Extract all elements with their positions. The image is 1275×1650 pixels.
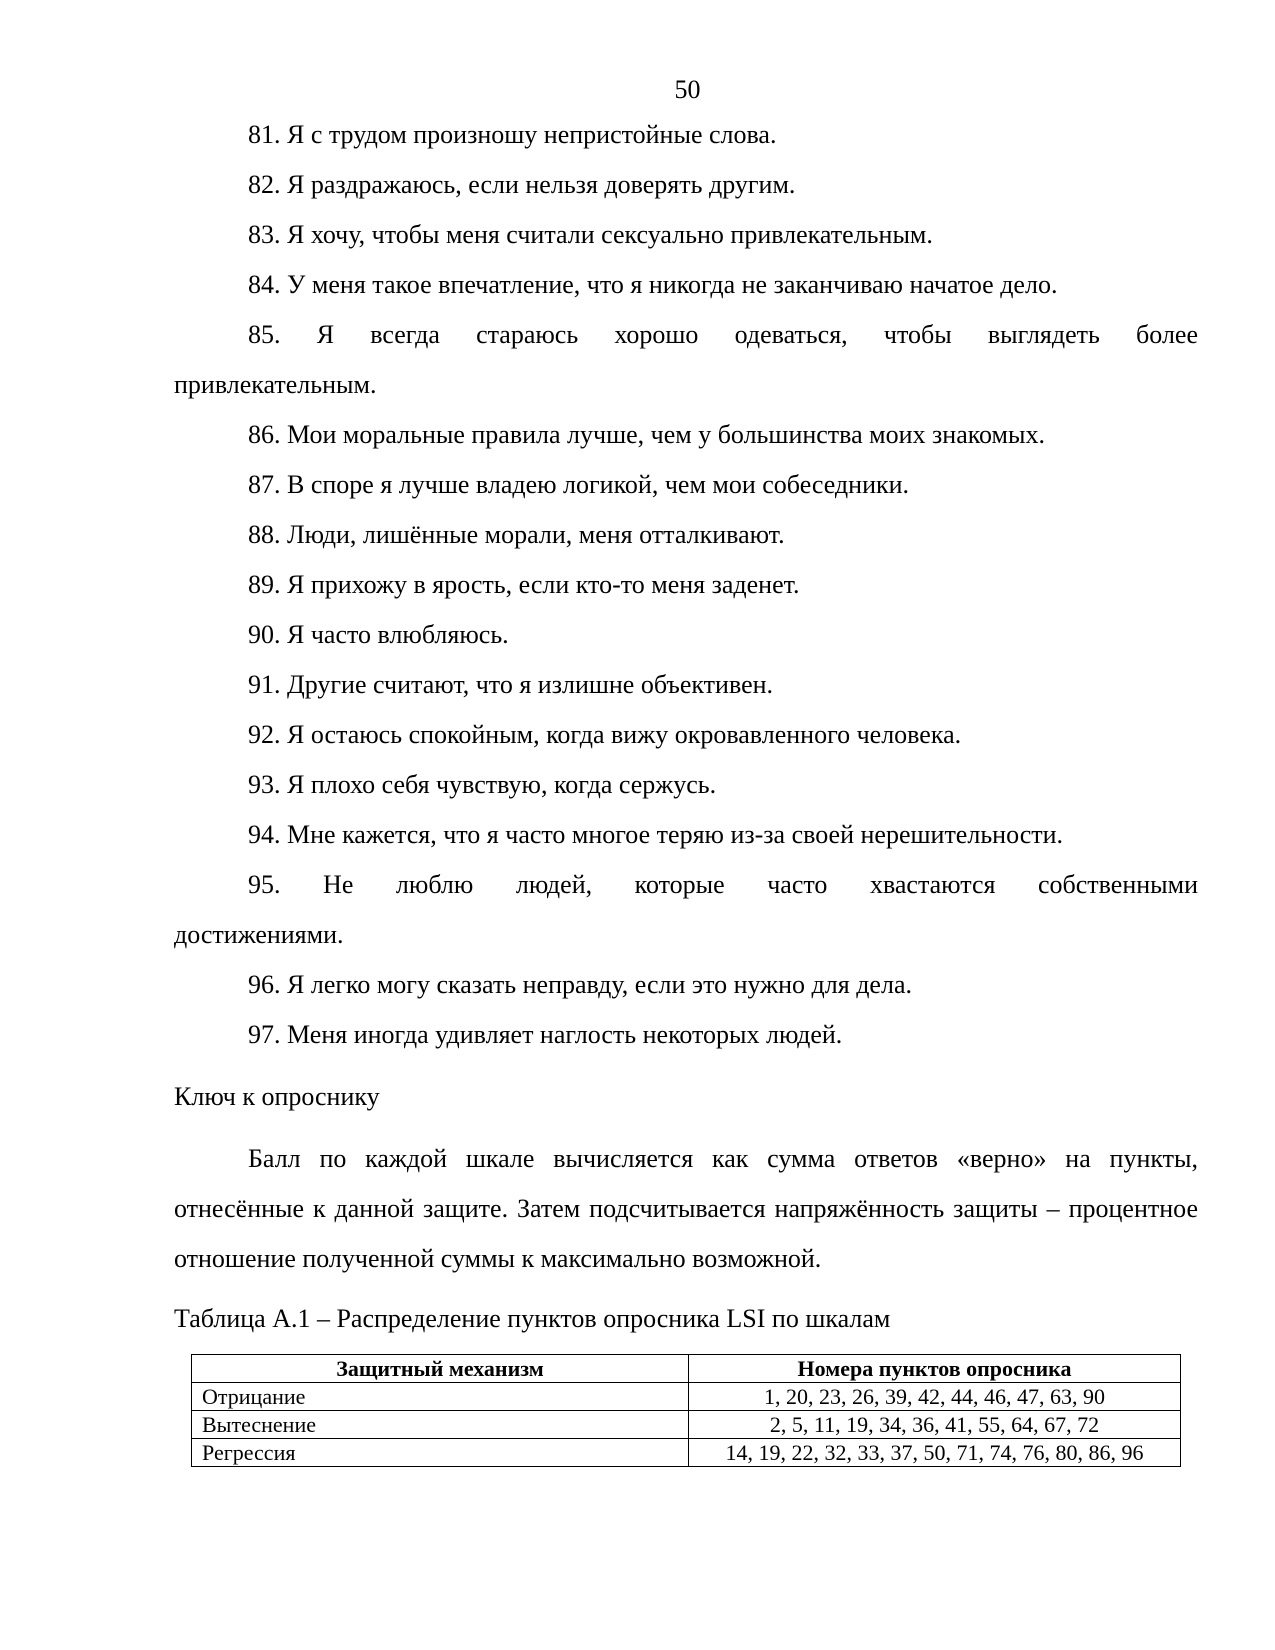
page-number: 50 <box>674 75 701 104</box>
list-item: 86. Мои моральные правила лучше, чем у большинства моих знакомых. <box>248 420 1045 449</box>
list-item: 85. Я всегда стараюсь хорошо одеваться, чтобы выглядеть более <box>248 320 1198 349</box>
page-content <box>174 110 1198 1467</box>
list-item: 95. Не люблю людей, которые часто хвастаются собственными <box>248 870 1198 899</box>
list-item: 88. Люди, лишённые морали, меня отталкивают. <box>248 520 785 549</box>
table-header-cell: Номера пунктов опросника <box>689 1355 1181 1383</box>
key-paragraph: Балл по каждой шкале вычисляется как сумма ответов «верно» на пункты, отнесённые к данной защите. Затем подсчитывается напряжённость защиты – процентное отношение полученной суммы к максимально возможной. <box>174 1144 1198 1273</box>
list-item: 94. Мне кажется, что я часто многое теряю из-за своей нерешительности. <box>248 820 1064 849</box>
list-item: 83. Я хочу, чтобы меня считали сексуально привлекательным. <box>248 220 933 249</box>
list-item: 82. Я раздражаюсь, если нельзя доверять другим. <box>248 170 796 199</box>
table-cell-mechanism: Регрессия <box>192 1439 689 1467</box>
table-row <box>192 1439 1181 1467</box>
section-heading: Ключ к опроснику <box>174 1082 380 1111</box>
list-item: 93. Я плохо себя чувствую, когда сержусь. <box>248 770 717 799</box>
table-cell-mechanism: Отрицание <box>192 1383 689 1411</box>
list-item-continuation: привлекательным. <box>174 370 377 399</box>
table-row <box>192 1383 1181 1411</box>
list-item: 96. Я легко могу сказать неправду, если это нужно для дела. <box>248 970 912 999</box>
list-item: 90. Я часто влюбляюсь. <box>248 620 509 649</box>
table-cell-items: 14, 19, 22, 32, 33, 37, 50, 71, 74, 76, 80, 86, 96 <box>689 1439 1181 1467</box>
table-header-cell: Защитный механизм <box>192 1355 689 1383</box>
list-item: 97. Меня иногда удивляет наглость некоторых людей. <box>248 1020 843 1049</box>
list-item: 81. Я с трудом произношу непристойные слова. <box>248 120 777 149</box>
list-item: 89. Я прихожу в ярость, если кто-то меня заденет. <box>248 570 800 599</box>
table-caption: Таблица А.1 – Распределение пунктов опросника LSI по шкалам <box>174 1304 891 1333</box>
list-item: 91. Другие считают, что я излишне объективен. <box>248 670 774 699</box>
table-cell-mechanism: Вытеснение <box>192 1411 689 1439</box>
list-item: 87. В споре я лучше владею логикой, чем мои собеседники. <box>248 470 910 499</box>
list-item-continuation: достижениями. <box>174 920 344 949</box>
table-cell-items: 1, 20, 23, 26, 39, 42, 44, 46, 47, 63, 90 <box>689 1383 1181 1411</box>
list-item: 84. У меня такое впечатление, что я никогда не заканчиваю начатое дело. <box>248 270 1058 299</box>
table-header-row <box>192 1355 1181 1383</box>
scales-table <box>191 1354 1181 1467</box>
table-cell-items: 2, 5, 11, 19, 34, 36, 41, 55, 64, 67, 72 <box>689 1411 1181 1439</box>
table-row <box>192 1411 1181 1439</box>
list-item: 92. Я остаюсь спокойным, когда вижу окровавленного человека. <box>248 720 962 749</box>
